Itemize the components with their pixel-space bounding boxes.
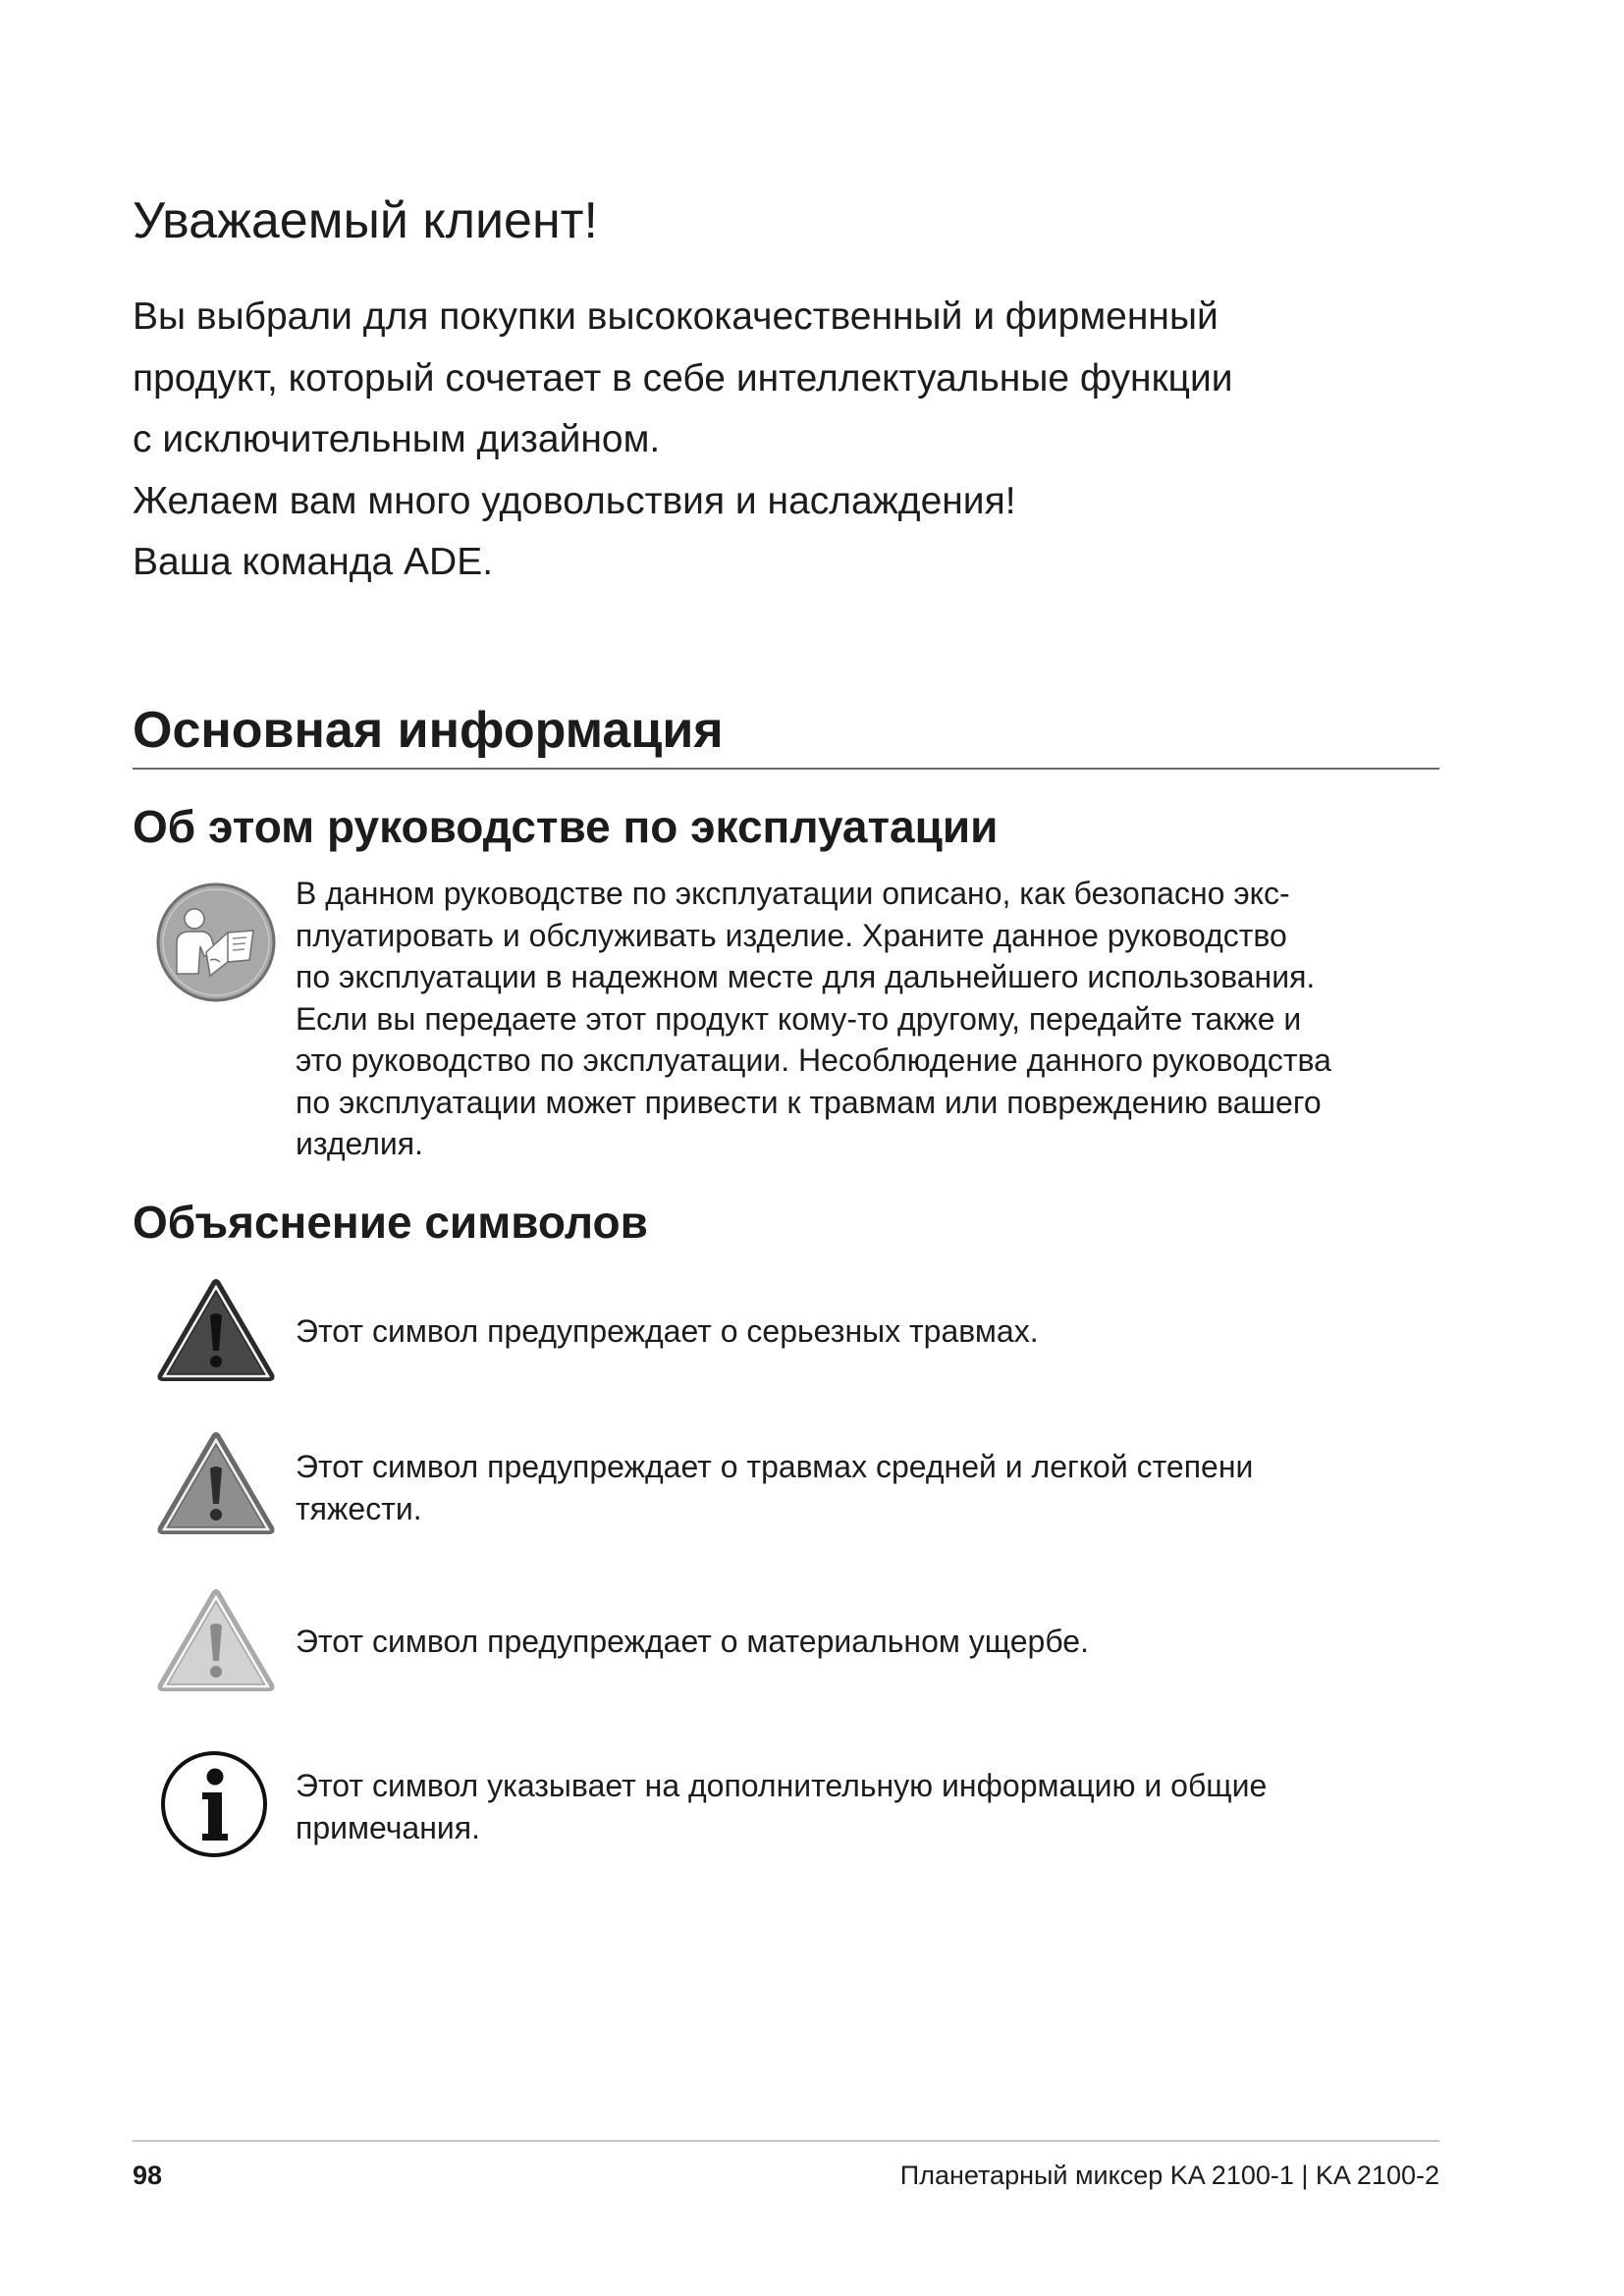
read-manual-icon bbox=[155, 881, 277, 1003]
manual-line: это руководство по эксплуатации. Несоблюдение данного руководства bbox=[296, 1042, 1331, 1078]
manual-line: по эксплуатации может привести к травмам или повреждению вашего bbox=[296, 1084, 1322, 1120]
symbol-description-line: примечания. bbox=[296, 1809, 480, 1845]
greeting-title: Уважаемый клиент! bbox=[133, 192, 598, 249]
symbol-description-line: Этот символ предупреждает о материальном ущербе. bbox=[296, 1624, 1089, 1659]
greeting-signature: Ваша команда ADE. bbox=[133, 541, 494, 583]
greeting-line: продукт, который сочетает в себе интеллектуальные функции bbox=[133, 356, 1233, 400]
greeting-line: с исключительным дизайном. bbox=[133, 418, 661, 460]
footer-divider bbox=[133, 2140, 1439, 2142]
manual-line: изделия. bbox=[296, 1126, 424, 1161]
symbol-description bbox=[296, 1446, 1253, 1529]
section-heading-main: Основная информация bbox=[133, 702, 724, 759]
symbol-description-line: Этот символ предупреждает о серьезных травмах. bbox=[296, 1313, 1039, 1349]
greeting-paragraph bbox=[133, 287, 1233, 594]
symbol-description-line: Этот символ предупреждает о травмах средней и легкой степени bbox=[296, 1449, 1254, 1484]
greeting-line: Вы выбрали для покупки высококачественный и фирменный bbox=[133, 295, 1218, 338]
warning-serious-injury-icon bbox=[155, 1276, 277, 1384]
symbol-description-line: тяжести. bbox=[296, 1490, 422, 1526]
symbol-description bbox=[296, 1621, 1089, 1663]
manual-line: В данном руководстве по эксплуатации описано, как безопасно экс- bbox=[296, 876, 1290, 911]
section-divider bbox=[133, 768, 1439, 770]
page-number: 98 bbox=[133, 2161, 163, 2190]
greeting-line: Желаем вам много удовольствия и наслаждения! bbox=[133, 479, 1016, 522]
manual-line: по эксплуатации в надежном месте для дальнейшего использования. bbox=[296, 959, 1316, 994]
symbol-description bbox=[296, 1310, 1039, 1353]
manual-line: Если вы передаете этот продукт кому-то другому, передайте также и bbox=[296, 1000, 1302, 1037]
symbol-description-line: Этот символ указывает на дополнительную информацию и общие bbox=[296, 1768, 1268, 1803]
subsection-heading-manual: Об этом руководстве по эксплуатации bbox=[133, 801, 999, 852]
manual-line: плуатировать и обслуживать изделие. Храните данное руководство bbox=[296, 917, 1287, 953]
manual-description bbox=[296, 873, 1331, 1165]
info-icon bbox=[159, 1749, 269, 1859]
symbol-description bbox=[296, 1765, 1267, 1848]
footer-document-title: Планетарный миксер KA 2100-1 | KA 2100-2 bbox=[899, 2161, 1439, 2190]
subsection-heading-symbols: Объяснение символов bbox=[133, 1197, 648, 1248]
warning-moderate-injury-icon bbox=[155, 1429, 277, 1537]
warning-material-damage-icon bbox=[155, 1586, 277, 1694]
